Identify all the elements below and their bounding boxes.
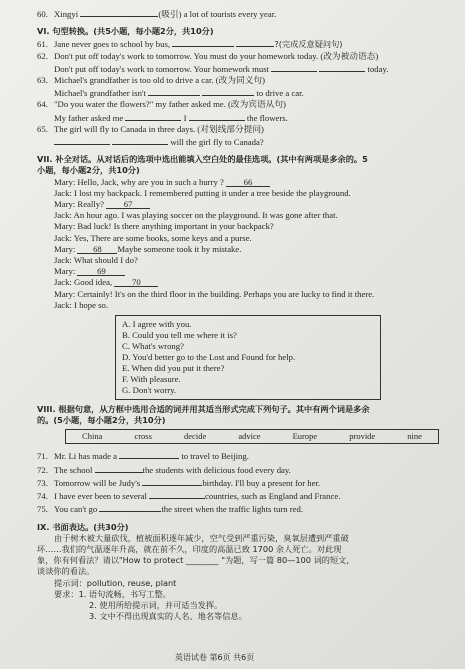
dialogue-line: Mary: 68 Maybe someone took it by mistake. [54, 243, 242, 254]
option-g: G. Don't worry. [122, 385, 177, 396]
dialogue-blank-69[interactable]: 69 [77, 266, 125, 276]
question-text: I [183, 112, 187, 123]
prompt-line: 谈谈你的看法。 [37, 566, 95, 577]
question-73: 73. Tomorrow will be Judy's birthday. I'll buy a present for her. [37, 477, 321, 488]
question-number: 65. [37, 123, 48, 134]
word: cross [134, 431, 152, 442]
question-number: 61. [37, 39, 48, 50]
answer-blank[interactable] [80, 7, 158, 17]
question-number: 62. [37, 50, 48, 61]
question-note: ?(完成反意疑问句) [274, 39, 343, 50]
prompt-line: 象，你有何看法？请以"How to protect ________ "为题，写一篇 80—100 词的短文， [37, 555, 355, 566]
question-72: 72. The school the students with delicious food every day. [37, 464, 291, 475]
dialogue-blank-66[interactable]: 66 [226, 177, 270, 187]
dialogue-line: Jack: Yes, There are some books, some keys and a purse. [54, 232, 252, 243]
answer-blank[interactable] [172, 37, 234, 47]
question-text: the flowers. [246, 112, 288, 123]
dialogue-blank-70[interactable]: 70 [114, 277, 158, 287]
question-74: 74. I have ever been to several countries, such as England and France. [37, 491, 341, 502]
option-d: D. You'd better go to the Lost and Found for help. [122, 352, 296, 363]
answer-blank[interactable] [142, 476, 202, 486]
answer-blank[interactable] [149, 489, 205, 499]
option-b: B. Could you tell me where it is? [122, 330, 237, 341]
dialogue-line: Jack: What should I do? [54, 255, 138, 266]
question-text: Xingyi [54, 9, 79, 19]
prompt-line: 由于树木被大量砍伐，植被面积逐年减少，空气受到严重污染，臭氧层遭到严重破 [54, 532, 349, 543]
requirement: 2. 使用所给提示词，并可适当发挥。 [89, 599, 223, 610]
page-footer: 英语试卷 第6页 共6页 [175, 653, 255, 662]
requirement: 3. 文中不得出现真实的人名、地名等信息。 [89, 611, 247, 622]
answer-blank[interactable] [148, 86, 200, 96]
answer-blank[interactable] [54, 135, 110, 145]
question-text: Don't put off today's work to tomorrow. Your homework must [54, 63, 270, 74]
word: China [82, 431, 103, 442]
question-60 [37, 7, 449, 20]
question-text: Jane never goes to school by bus, [54, 39, 171, 50]
question-number: 64. [37, 99, 48, 110]
question-text: Don't put off today's work to tomorrow. You must do your homework today. (改为被动语态) [54, 50, 379, 61]
question-text: to drive a car. [256, 88, 304, 99]
option-e: E. When did you put it there? [122, 363, 225, 374]
answer-blank[interactable] [99, 502, 161, 512]
question-63-answer-line [37, 86, 449, 99]
dialogue-blank-68[interactable]: 68 [77, 244, 117, 254]
answer-blank[interactable] [112, 135, 168, 145]
question-65 [37, 124, 449, 135]
question-number: 60. [37, 9, 48, 19]
word: provide [349, 431, 376, 442]
option-a: A. I agree with you. [122, 319, 192, 330]
question-62-answer-line [37, 62, 449, 75]
section-8-title: VIII. 根据句意，从方框中选用合适的词并用其适当形式完成下列句子。其中有两个词是多余 [37, 404, 370, 415]
hint-words: 提示词：pollution, reuse, plant [54, 577, 177, 588]
question-62 [37, 51, 449, 62]
section-7-title: VII. 补全对话。从对话后的选项中选出能填入空白处的最佳选项。(其中有两项是多余的。5 [37, 154, 368, 165]
dialogue-line: Mary: 69 [37, 266, 449, 277]
question-63 [37, 75, 449, 86]
requirements: 要求：1. 语句流畅，书写工整。 [54, 588, 171, 599]
options-box [115, 315, 381, 400]
question-65-answer-line [37, 135, 449, 148]
question-text: "Do you water the flowers?" my father asked me. (改为宾语从句) [54, 99, 286, 110]
section-6-title: VI. 句型转换。(共5小题，每小题2分，共10分) [37, 26, 214, 37]
dialogue-line: Mary: Certainly! It's on the third floor in the building. Perhaps you are lucky to find it there. [54, 288, 375, 299]
dialogue [37, 177, 449, 311]
word: Europe [292, 431, 318, 442]
question-text: will the girl fly to Canada? [170, 137, 264, 148]
word-bank [65, 429, 439, 444]
question-text: Michael's grandfather isn't [54, 88, 146, 99]
dialogue-line: Mary: Really? 67 [37, 199, 449, 210]
question-75: 75. You can't go the street when the traffic lights turn red. [37, 504, 304, 515]
section-8-title-cont: 的。(5小题，每小题2分，共10分) [37, 415, 166, 426]
section-9-title: IX. 书面表达。(共30分) [37, 521, 129, 532]
question-number: 63. [37, 75, 48, 86]
dialogue-line: Mary: Hello, Jack, why are you in such a hurry ? 66 [37, 177, 449, 188]
answer-blank[interactable] [119, 449, 179, 459]
question-text: today. [367, 63, 389, 74]
section-7-title-cont: 小题，每小题2分，共10分) [37, 165, 140, 176]
prompt-line: 坏……我们的气温逐年升高，就在前不久，印度的高温已致 1700 余人死亡。对此现 [37, 543, 342, 554]
question-61 [37, 37, 449, 50]
question-text: The girl will fly to Canada in three days. (对划线部分提问) [54, 123, 264, 134]
word: nine [407, 431, 422, 442]
answer-blank[interactable] [189, 111, 245, 121]
dialogue-blank-67[interactable]: 67 [106, 199, 150, 209]
dialogue-line: Jack: Good idea, 70 [37, 277, 449, 288]
answer-blank[interactable] [236, 37, 274, 47]
dialogue-line: Jack: I lost my backpack. I remembered putting it under a tree beside the playground. [54, 187, 351, 198]
word: decide [184, 431, 207, 442]
answer-blank[interactable] [271, 62, 317, 72]
question-text: (吸引) a lot of tourists every year. [158, 9, 277, 19]
option-c: C. What's wrong? [122, 341, 184, 352]
writing-prompt [37, 533, 449, 623]
option-f: F. With pleasure. [122, 374, 181, 385]
question-text: My father asked me [54, 112, 124, 123]
dialogue-line: Jack: An hour ago. I was playing soccer on the playground. It was gone after that. [54, 210, 338, 221]
dialogue-line: Jack: I hope so. [54, 299, 109, 310]
question-64-answer-line [37, 111, 449, 124]
answer-blank[interactable] [125, 111, 181, 121]
dialogue-line: Mary: Bad luck! Is there anything important in your backpack? [54, 221, 274, 232]
question-71: 71. Mr. Li has made a to travel to Beijing. [37, 451, 249, 462]
answer-blank[interactable] [202, 86, 254, 96]
question-text: Michael's grandfather is too old to drive a car. (改为同义句) [54, 75, 265, 86]
answer-blank[interactable] [95, 463, 143, 473]
answer-blank[interactable] [319, 62, 365, 72]
word: advice [238, 431, 261, 442]
question-64 [37, 99, 449, 110]
